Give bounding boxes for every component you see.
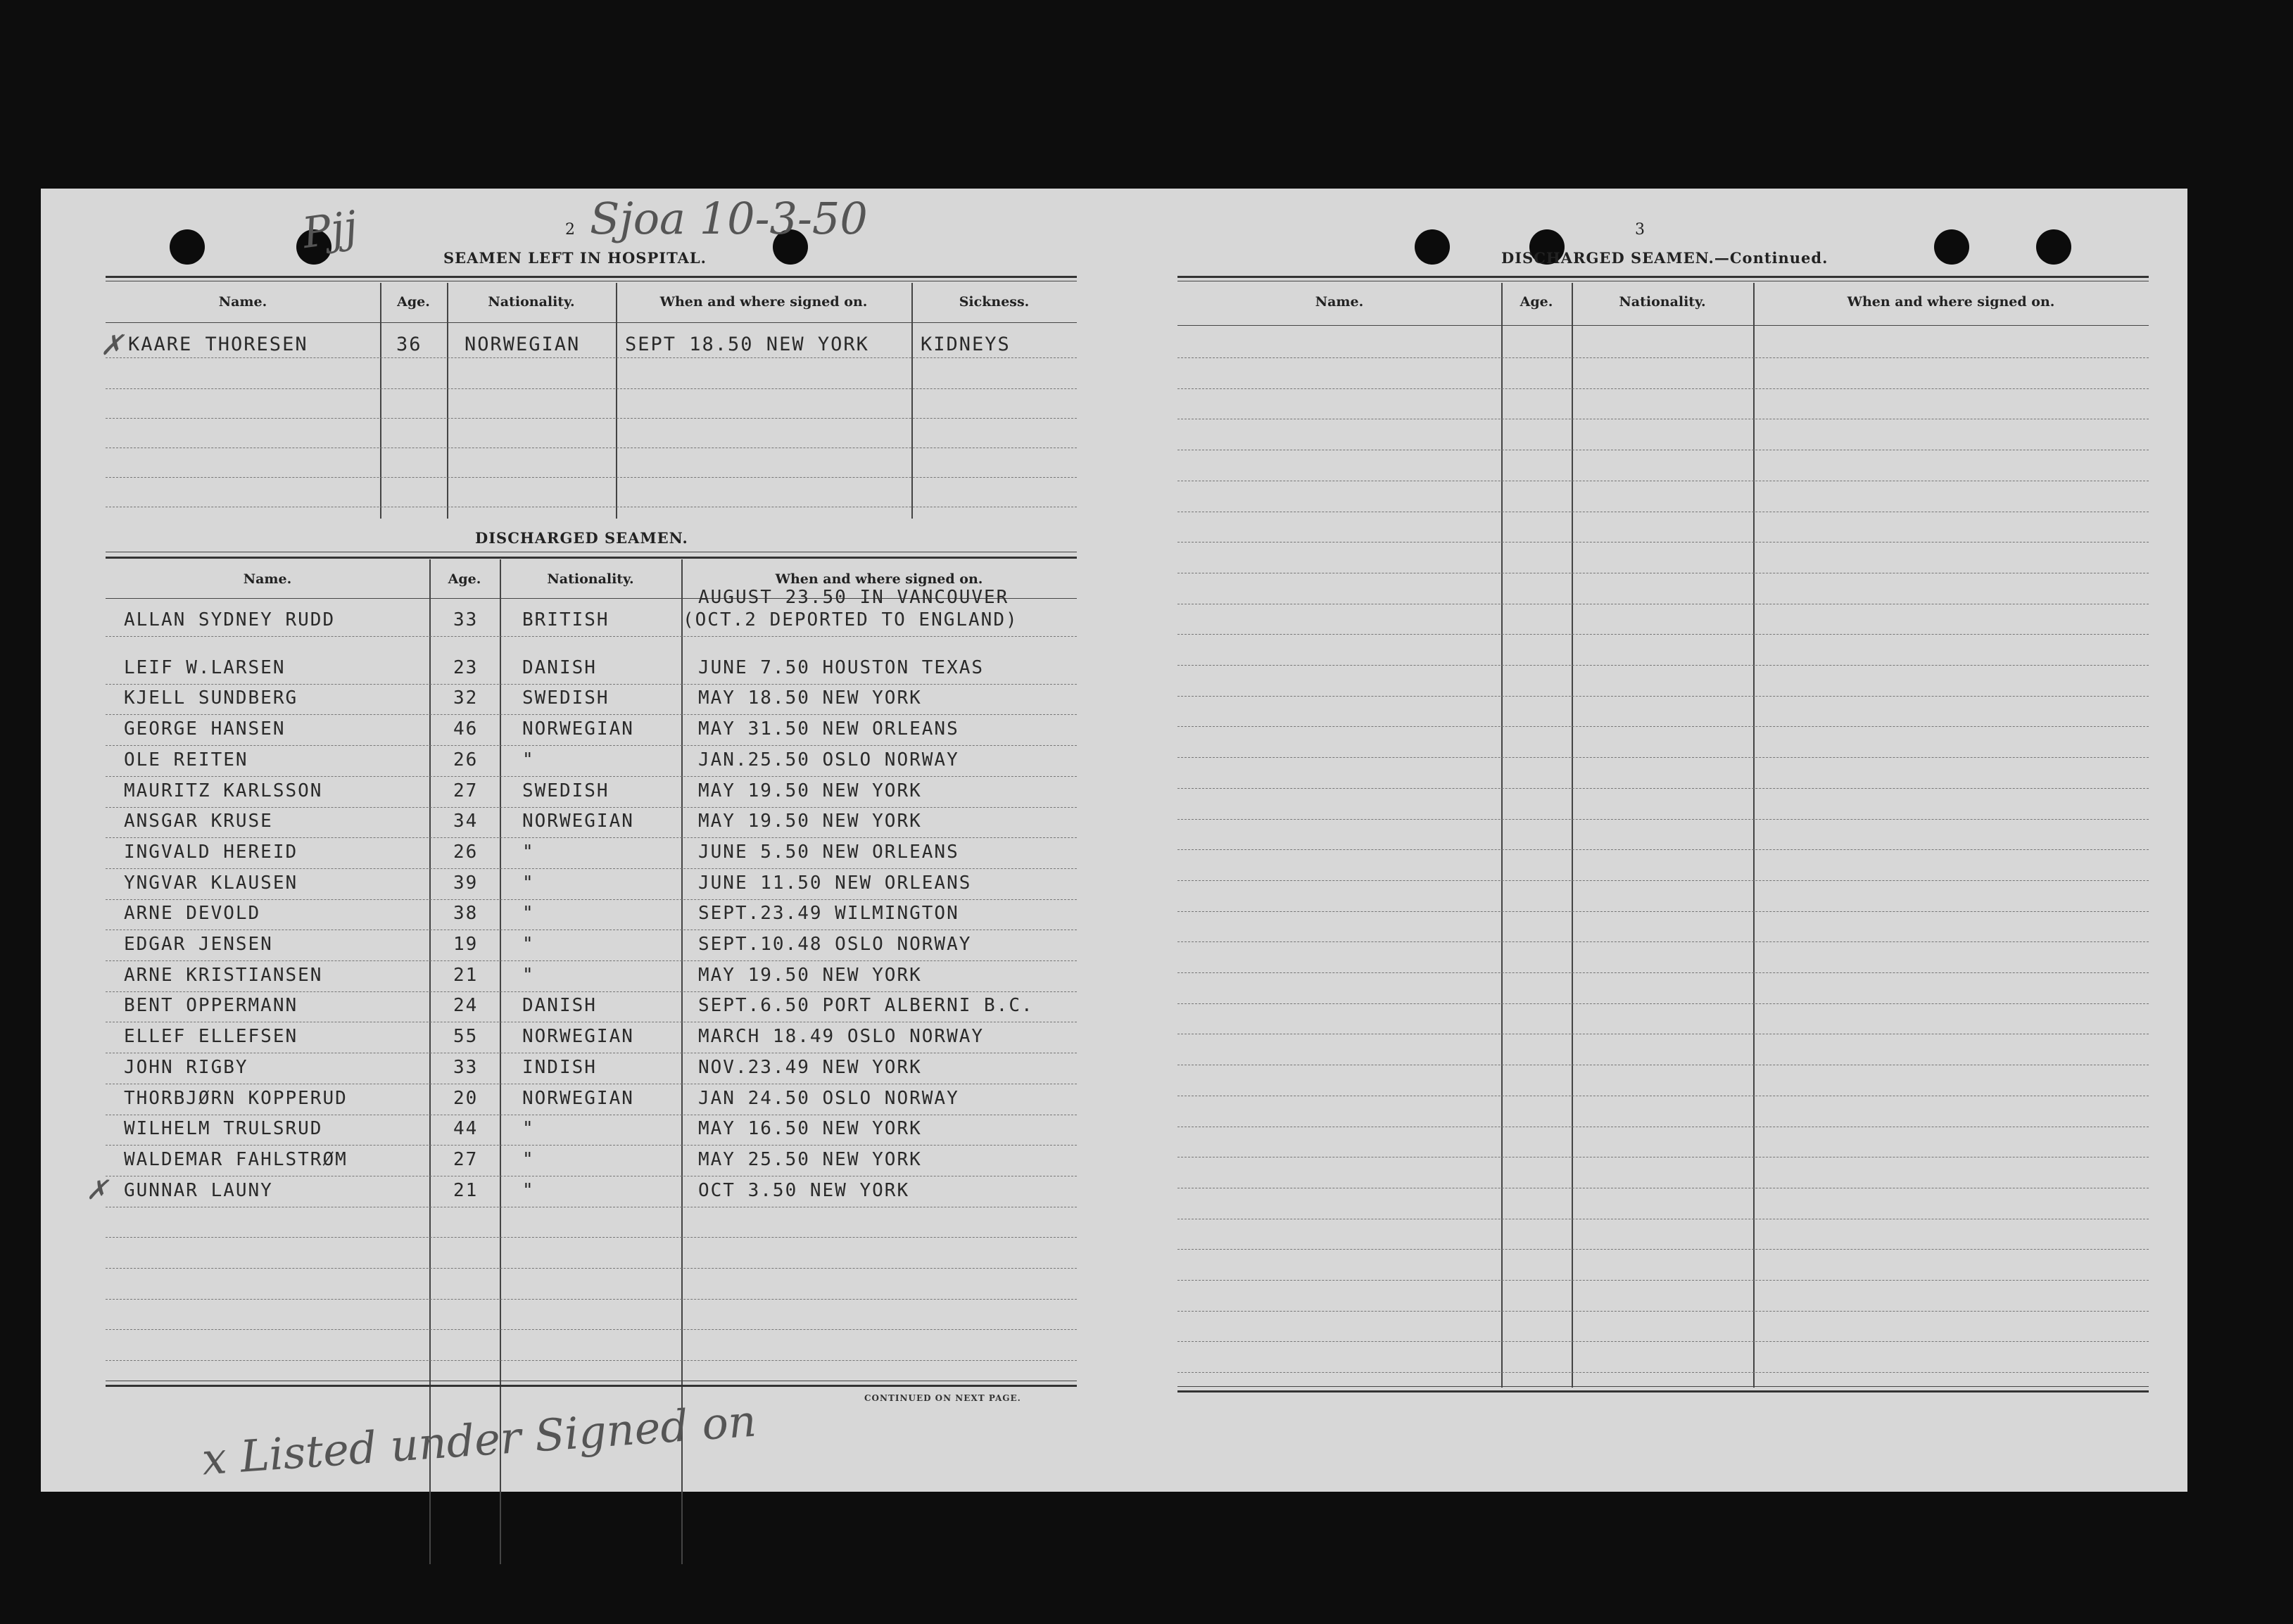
seaman-name: KJELL SUNDBERG (124, 687, 298, 709)
column-header-age: Age. (1520, 294, 1553, 310)
row-line (1177, 726, 2149, 727)
seaman-name: ARNE DEVOLD (124, 903, 261, 925)
seaman-signed-on-note: (OCT.2 DEPORTED TO ENGLAND) (683, 609, 1018, 630)
seaman-signed-on: AUGUST 23.50 IN VANCOUVER (698, 587, 1009, 608)
row-line (1177, 911, 2149, 912)
seaman-age: 34 (453, 811, 479, 832)
row-line (1177, 972, 2149, 973)
row-line (1177, 388, 2149, 389)
seaman-signed-on: NOV.23.49 NEW YORK (698, 1056, 922, 1078)
punch-hole (2036, 229, 2071, 265)
seaman-nationality: NORWEGIAN (522, 1087, 634, 1109)
bottom-rule (1177, 1390, 2149, 1393)
seaman-name: GUNNAR LAUNY (124, 1179, 273, 1201)
seaman-signed-on: MAY 31.50 NEW ORLEANS (698, 718, 959, 740)
column-header-age: Age. (397, 294, 430, 310)
row-line (106, 776, 1077, 777)
seaman-age: 23 (453, 656, 479, 678)
seaman-age: 27 (453, 1148, 479, 1170)
column-divider (1753, 283, 1755, 1388)
row-line (1177, 542, 2149, 543)
column-header-signed-on: When and where signed on. (1847, 294, 2055, 310)
seaman-signed-on: MAY 16.50 NEW YORK (698, 1118, 922, 1140)
seaman-signed-on: SEPT.10.48 OSLO NORWAY (698, 934, 972, 955)
seaman-age: 24 (453, 995, 479, 1017)
seaman-name: OLE REITEN (124, 749, 248, 770)
check-mark: ✗ (100, 329, 124, 362)
row-line (106, 1299, 1077, 1300)
row-line (1177, 1280, 2149, 1281)
column-header-name: Name. (218, 294, 267, 310)
seaman-age: 26 (453, 749, 479, 770)
seaman-signed-on: JUNE 7.50 HOUSTON TEXAS (698, 656, 985, 678)
seaman-name: GEORGE HANSEN (124, 718, 286, 740)
seaman-age: 33 (453, 1056, 479, 1078)
column-header-signed-on: When and where signed on. (659, 294, 868, 310)
row-line (1177, 757, 2149, 758)
handwritten-vessel-date: Sjoa 10-3-50 (590, 193, 868, 244)
hospital-section-title: SEAMEN LEFT IN HOSPITAL. (443, 249, 707, 267)
seaman-name: WALDEMAR FAHLSTRØM (124, 1148, 348, 1170)
seaman-name: EDGAR JENSEN (124, 934, 273, 955)
seaman-signed-on: MARCH 18.49 OSLO NORWAY (698, 1026, 985, 1048)
row-line (1177, 788, 2149, 789)
row-line (1177, 665, 2149, 666)
seaman-signed-on: JUNE 5.50 NEW ORLEANS (698, 841, 959, 863)
seaman-age: 27 (453, 780, 479, 801)
column-header-name: Name. (243, 571, 292, 587)
seaman-signed-on: MAY 19.50 NEW YORK (698, 811, 922, 832)
seaman-nationality: DANISH (522, 995, 597, 1017)
bottom-rule (106, 1385, 1077, 1387)
continued-note: CONTINUED ON NEXT PAGE. (864, 1393, 1021, 1403)
page-number: 2 (565, 221, 575, 239)
row-line (106, 807, 1077, 808)
seaman-nationality: " (522, 934, 535, 955)
row-line (1177, 357, 2149, 358)
row-line (106, 1237, 1077, 1238)
seaman-signed-on: OCT 3.50 NEW YORK (698, 1179, 910, 1201)
seaman-nationality: SWEDISH (522, 687, 609, 709)
column-divider (447, 283, 448, 519)
row-line (1177, 634, 2149, 635)
hospital-name: KAARE THORESEN (128, 334, 308, 355)
seaman-age: 33 (453, 609, 479, 630)
top-rule (1177, 276, 2149, 278)
seaman-nationality: " (522, 964, 535, 986)
seaman-name: THORBJØRN KOPPERUD (124, 1087, 348, 1109)
row-line (1177, 1311, 2149, 1312)
seaman-signed-on: JAN 24.50 OSLO NORWAY (698, 1087, 959, 1109)
seaman-name: LEIF W.LARSEN (124, 656, 286, 678)
header-underline (106, 322, 1077, 323)
seaman-name: ALLAN SYDNEY RUDD (124, 609, 336, 630)
row-line (1177, 849, 2149, 850)
seaman-signed-on: MAY 18.50 NEW YORK (698, 687, 922, 709)
seaman-name: ANSGAR KRUSE (124, 811, 273, 832)
seaman-nationality: " (522, 872, 535, 894)
seaman-signed-on: SEPT.6.50 PORT ALBERNI B.C. (698, 995, 1034, 1017)
hospital-nationality: NORWEGIAN (465, 334, 581, 355)
row-line (106, 837, 1077, 838)
column-divider (429, 559, 431, 1564)
section-rule (106, 557, 1077, 559)
seaman-age: 38 (453, 903, 479, 925)
seaman-signed-on: MAY 19.50 NEW YORK (698, 780, 922, 801)
page-number: 3 (1635, 221, 1645, 239)
column-header-signed-on: When and where signed on. (775, 571, 983, 587)
row-line (1177, 1341, 2149, 1342)
column-header-age: Age. (448, 571, 481, 587)
seaman-age: 39 (453, 872, 479, 894)
punch-hole (1934, 229, 1969, 265)
punch-hole (170, 229, 205, 265)
seaman-age: 21 (453, 964, 479, 986)
seaman-name: MAURITZ KARLSSON (124, 780, 323, 801)
column-header-sickness: Sickness. (959, 294, 1030, 310)
row-line (106, 477, 1077, 478)
row-line (106, 388, 1077, 389)
seaman-name: BENT OPPERMANN (124, 995, 298, 1017)
row-line (106, 745, 1077, 746)
left-page (41, 189, 1114, 1492)
discharged-section-title: DISCHARGED SEAMEN. (475, 529, 688, 547)
handwritten-note: x Listed under Signed on (200, 1395, 758, 1485)
header-underline (429, 598, 681, 599)
row-line (106, 868, 1077, 869)
seaman-nationality: " (522, 841, 535, 863)
seaman-age: 44 (453, 1118, 479, 1140)
column-header-nationality: Nationality. (488, 294, 575, 310)
seaman-nationality: " (522, 903, 535, 925)
row-line (1177, 941, 2149, 942)
row-line (1177, 696, 2149, 697)
seaman-age: 46 (453, 718, 479, 740)
seaman-signed-on: MAY 19.50 NEW YORK (698, 964, 922, 986)
row-line (106, 357, 1077, 358)
seaman-name: INGVALD HEREID (124, 841, 298, 863)
seaman-age: 20 (453, 1087, 479, 1109)
bottom-rule (1177, 1386, 2149, 1387)
seaman-signed-on: MAY 25.50 NEW YORK (698, 1148, 922, 1170)
column-divider (1572, 283, 1573, 1388)
row-line (106, 1329, 1077, 1330)
seaman-age: 55 (453, 1026, 479, 1048)
row-line (1177, 1003, 2149, 1004)
header-underline (1177, 325, 2149, 326)
seaman-name: ARNE KRISTIANSEN (124, 964, 323, 986)
seaman-signed-on: JUNE 11.50 NEW ORLEANS (698, 872, 972, 894)
seaman-nationality: BRITISH (522, 609, 609, 630)
seaman-signed-on: JAN.25.50 OSLO NORWAY (698, 749, 959, 770)
seaman-nationality: NORWEGIAN (522, 718, 634, 740)
seaman-nationality: " (522, 1148, 535, 1170)
seaman-age: 19 (453, 934, 479, 955)
seaman-name: YNGVAR KLAUSEN (124, 872, 298, 894)
seaman-name: ELLEF ELLEFSEN (124, 1026, 298, 1048)
row-line (106, 1268, 1077, 1269)
row-line (106, 714, 1077, 715)
row-line (106, 960, 1077, 961)
column-header-nationality: Nationality. (1619, 294, 1706, 310)
seaman-nationality: " (522, 749, 535, 770)
seaman-nationality: NORWEGIAN (522, 811, 634, 832)
row-line (1177, 1249, 2149, 1250)
seaman-signed-on: SEPT.23.49 WILMINGTON (698, 903, 959, 925)
row-line (1177, 819, 2149, 820)
seaman-nationality: NORWEGIAN (522, 1026, 634, 1048)
seaman-nationality: " (522, 1179, 535, 1201)
hospital-sickness: KIDNEYS (921, 334, 1011, 355)
seaman-nationality: INDISH (522, 1056, 597, 1078)
right-section-title: DISCHARGED SEAMEN.—Continued. (1501, 249, 1828, 267)
seaman-nationality: SWEDISH (522, 780, 609, 801)
hospital-age: 36 (396, 334, 422, 355)
column-divider (616, 283, 617, 519)
header-underline (106, 598, 429, 599)
seaman-name: WILHELM TRULSRUD (124, 1118, 323, 1140)
column-divider (1501, 283, 1503, 1388)
column-divider (380, 283, 381, 519)
column-header-nationality: Nationality. (547, 571, 634, 587)
handwritten-initials: Pjj (299, 201, 361, 259)
row-line (106, 991, 1077, 992)
top-rule (106, 276, 1077, 278)
row-line (106, 418, 1077, 419)
seaman-nationality: DANISH (522, 656, 597, 678)
right-page (1114, 189, 2187, 1492)
row-line (106, 636, 1077, 637)
row-line (106, 684, 1077, 685)
seaman-name: JOHN RIGBY (124, 1056, 248, 1078)
seaman-age: 26 (453, 841, 479, 863)
row-line (106, 1360, 1077, 1361)
column-header-name: Name. (1315, 294, 1364, 310)
column-divider (911, 283, 913, 519)
row-line (106, 1145, 1077, 1146)
row-line (1177, 1372, 2149, 1373)
document-sheet (41, 189, 2187, 1492)
seaman-age: 32 (453, 687, 479, 709)
hospital-signed-on: SEPT 18.50 NEW YORK (625, 334, 869, 355)
row-line (106, 899, 1077, 900)
punch-hole (1415, 229, 1450, 265)
seaman-age: 21 (453, 1179, 479, 1201)
seaman-nationality: " (522, 1118, 535, 1140)
row-line (1177, 880, 2149, 881)
check-mark: ✗ (86, 1174, 108, 1205)
